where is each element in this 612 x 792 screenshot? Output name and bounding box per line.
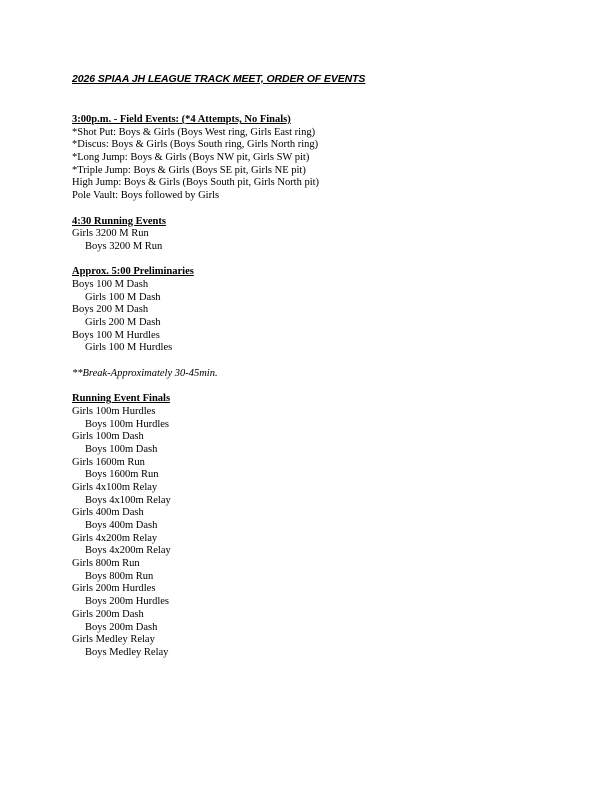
final-item: Boys 1600m Run <box>85 469 159 481</box>
final-item: Boys 200m Hurdles <box>85 596 169 608</box>
preliminary-item: Girls 100 M Hurdles <box>85 342 173 354</box>
section-gap <box>72 355 319 368</box>
final-item: Boys 200m Dash <box>85 621 158 633</box>
field-events-heading: 3:00p.m. - Field Events: (*4 Attempts, No Finals) <box>72 114 291 125</box>
final-item: Boys 800m Run <box>85 570 154 582</box>
document-body <box>72 114 319 660</box>
final-item: Girls 1600m Run <box>72 456 145 468</box>
field-event-item: *Shot Put: Boys & Girls (Boys West ring, Girls East ring) <box>72 126 316 138</box>
running-event-item: Girls 3200 M Run <box>72 228 149 240</box>
section-gap <box>72 254 319 267</box>
break-note: **Break-Approximately 30-45min. <box>72 367 218 379</box>
finals-heading: Running Event Finals <box>72 393 171 405</box>
field-event-item: High Jump: Boys & Girls (Boys South pit, Girls North pit) <box>72 177 320 189</box>
preliminary-item: Girls 100 M Dash <box>85 291 161 303</box>
preliminary-item: Boys 100 M Dash <box>72 278 149 290</box>
final-item: Boys 100m Hurdles <box>85 418 169 430</box>
section-gap <box>72 203 319 216</box>
final-item: Boys 4x100m Relay <box>85 494 171 506</box>
final-item: Boys 4x200m Relay <box>85 545 171 557</box>
final-item: Boys Medley Relay <box>85 646 169 658</box>
final-item: Boys 400m Dash <box>85 520 158 531</box>
final-item: Girls 200m Hurdles <box>72 583 156 595</box>
preliminary-item: Girls 200 M Dash <box>85 317 161 328</box>
final-item: Girls 100m Dash <box>72 431 144 443</box>
running-event-item: Boys 3200 M Run <box>85 240 163 252</box>
final-item: Girls 400m Dash <box>72 507 144 519</box>
final-item: Girls 4x100m Relay <box>72 481 158 493</box>
final-item: Boys 100m Dash <box>85 443 158 455</box>
final-item: Girls 4x200m Relay <box>72 532 158 544</box>
field-event-item: *Discus: Boys & Girls (Boys South ring, Girls North ring) <box>72 139 319 151</box>
final-item: Girls 800m Run <box>72 558 140 570</box>
field-event-item: *Long Jump: Boys & Girls (Boys NW pit, Girls SW pit) <box>72 152 310 164</box>
preliminary-item: Boys 100 M Hurdles <box>72 329 160 341</box>
document-title: 2026 SPIAA JH LEAGUE TRACK MEET, ORDER OF EVENTS <box>72 73 366 85</box>
field-event-item: *Triple Jump: Boys & Girls (Boys SE pit, Girls NE pit) <box>72 164 306 176</box>
running-events-heading: 4:30 Running Events <box>72 215 166 227</box>
field-event-item: Pole Vault: Boys followed by Girls <box>72 190 220 202</box>
final-item: Girls 100m Hurdles <box>72 405 156 417</box>
preliminary-item: Boys 200 M Dash <box>72 304 149 316</box>
preliminaries-heading: Approx. 5:00 Preliminaries <box>72 266 194 278</box>
final-item: Girls 200m Dash <box>72 608 144 620</box>
section-gap <box>72 380 319 393</box>
final-item: Girls Medley Relay <box>72 634 155 646</box>
